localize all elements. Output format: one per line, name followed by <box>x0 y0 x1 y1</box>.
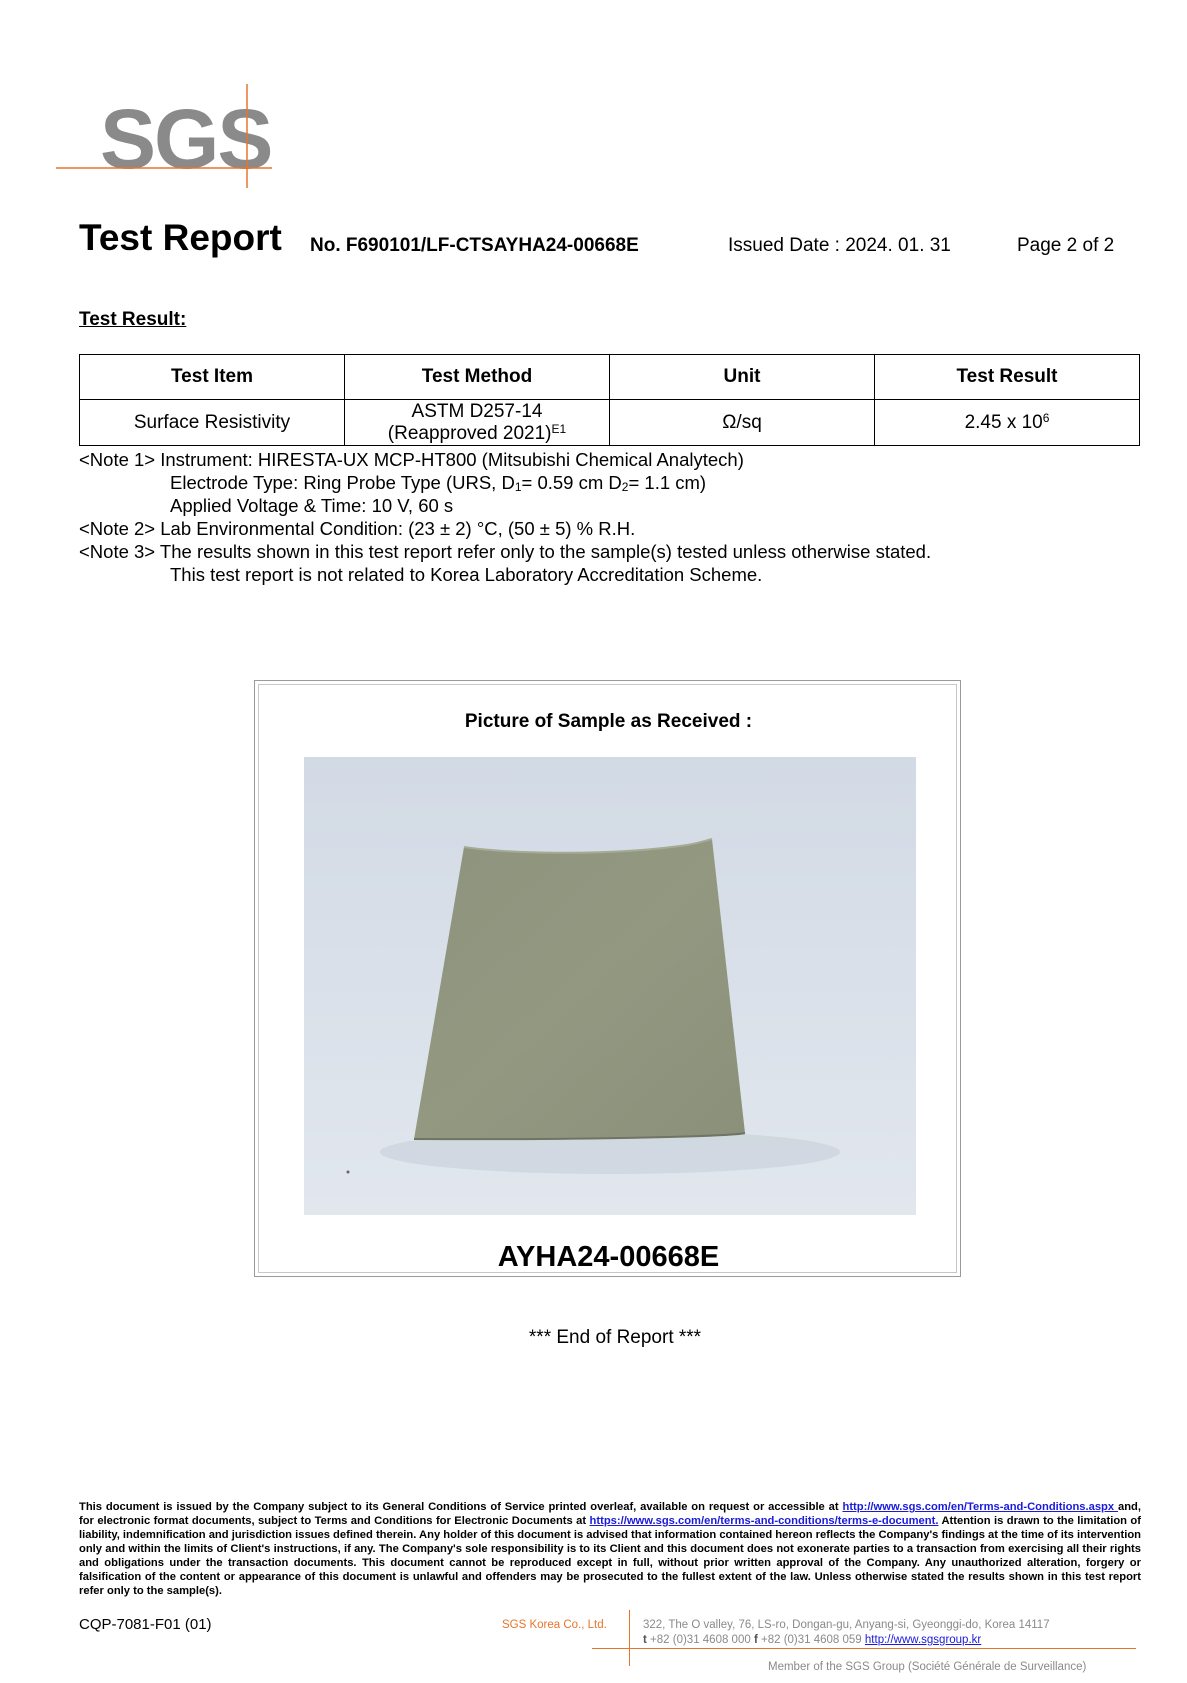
sgs-logo-text: SGS <box>100 92 272 186</box>
notes <box>79 448 931 586</box>
note-1-line-2: Electrode Type: Ring Probe Type (URS, $D_1= 0.59$ cm $D_2= 1.1$ cm) <box>170 472 707 494</box>
note-3-line-1: <Note 3> The results shown in this test report refer only to the sample(s) tested unless otherwise stated. <box>79 541 932 562</box>
end-of-report: *** End of Report *** <box>528 1327 702 1348</box>
report-title: Test Report <box>79 217 282 258</box>
picture-title: Picture of Sample as Received : <box>464 711 753 732</box>
header-test-result: Test Result <box>875 355 1140 400</box>
header-test-item: Test Item <box>80 355 345 400</box>
note-2: <Note 2> Lab Environmental Condition: (23 ± 2) °C, (50 ± 5) % R.H. <box>79 518 636 539</box>
website-link[interactable]: http://www.sgsgroup.kr <box>864 1634 982 1646</box>
company-contact: t +82 (0)31 4608 000 f +82 (0)31 4608 059 http://www.sgsgroup.kr <box>643 1634 982 1646</box>
note-1-line-1: <Note 1> Instrument: HIRESTA-UX MCP-HT800 (Mitsubishi Chemical Analytech) <box>79 449 744 470</box>
terms-link[interactable]: http://www.sgs.com/en/Terms-and-Conditions.aspx <box>842 1501 1118 1513</box>
page-indicator: Page 2 of 2 <box>1017 235 1115 256</box>
header-unit: Unit <box>610 355 875 400</box>
issued-date: Issued Date : 2024. 01. 31 <box>728 235 951 256</box>
cell-test-method: ASTM D257-14 (Reapproved 2021)$^{E1}$ <box>345 400 610 446</box>
cell-unit: Ω/sq <box>610 400 875 446</box>
report-number: No. F690101/LF-CTSAYHA24-00668E <box>310 235 639 256</box>
sgs-group-member: Member of the SGS Group (Société Générale de Surveillance) <box>768 1661 1087 1673</box>
footer-vertical-divider <box>629 1610 630 1666</box>
note-3-line-2: This test report is not related to Korea Laboratory Accreditation Scheme. <box>170 564 763 585</box>
header-test-method: Test Method <box>345 355 610 400</box>
cell-test-result: 2.45 x $10^6$ <box>875 400 1140 446</box>
table-row <box>80 400 1140 446</box>
company-name: SGS Korea Co., Ltd. <box>502 1619 607 1631</box>
sample-photo <box>304 757 916 1215</box>
test-result-table <box>79 354 1140 446</box>
table-header-row <box>80 355 1140 400</box>
footer-horizontal-divider <box>592 1648 1136 1649</box>
cell-test-item: Surface Resistivity <box>80 400 345 446</box>
form-code: CQP-7081-F01 (01) <box>79 1616 212 1633</box>
disclaimer: This document is issued by the Company subject to its General Conditions of Service printed overleaf, available on request or accessible at http://www.sgs.com/en/Terms-and-Conditions.aspx and, for electronic format documents, subject to Terms and Conditions for Electronic Documents at https://www.sgs.com/en/terms-and-conditions/terms-e-document. Attention is drawn to the limitation of liability, indemnification and jurisdiction issues defined therein. Any holder of this document is advised that information contained hereon reflects the Company's findings at the time of its intervention only and within the limits of Client's instructions, if any. The Company's sole responsibility is to its Client and this document does not exonerate parties to a transaction from exercising all their rights and obligations under the transaction documents. This document cannot be reproduced except in full, without prior written approval of the Company. Any unauthorized alteration, forgery or falsification of the content or appearance of this document is unlawful and offenders may be prosecuted to the fullest extent of the law. Unless otherwise stated the results shown in this test report refer only to the sample(s). <box>79 1501 1141 1597</box>
sgs-logo <box>56 80 276 190</box>
sample-picture-frame <box>254 680 961 1277</box>
note-1-line-3: Applied Voltage & Time: 10 V, 60 s <box>170 495 454 516</box>
test-result-heading: Test Result: <box>79 309 187 330</box>
company-address: 322, The O valley, 76, LS-ro, Dongan-gu, Anyang-si, Gyeonggi-do, Korea 14117 <box>643 1619 1050 1631</box>
sample-id: AYHA24-00668E <box>497 1241 720 1273</box>
terms-e-document-link[interactable]: https://www.sgs.com/en/terms-and-conditions/terms-e-document. <box>589 1515 939 1527</box>
